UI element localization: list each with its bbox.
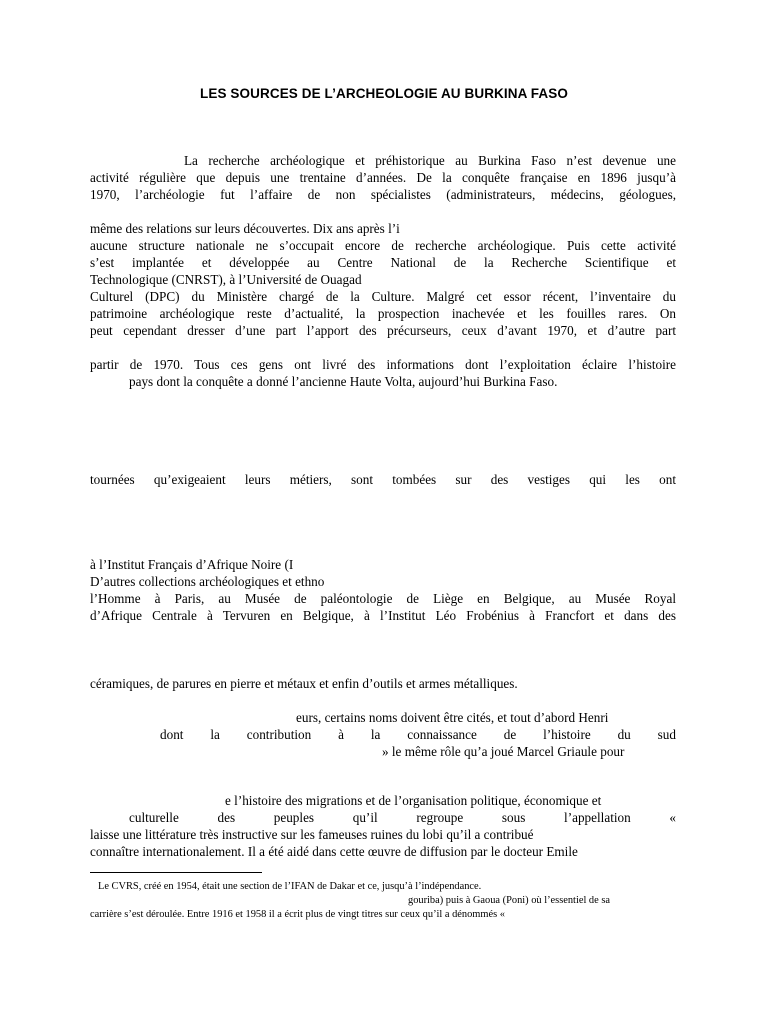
text-line: l’Homme à Paris, au Musée de paléontologie de Liège en Belgique, au Musée Royal [90,591,676,606]
text-line: patrimoine archéologique reste d’actualité, la prospection inachevée et les fouilles rares. On [90,306,676,321]
footnote: gouriba) puis à Gaoua (Poni) où l’essentiel de sa [408,895,610,906]
footnote: carrière s’est déroulée. Entre 1916 et 1958 il a écrit plus de vingt titres sur ceux qu’il a dénommés « [90,909,505,920]
text-line: eurs, certains noms doivent être cités, et tout d’abord Henri [296,710,609,725]
footnote: Le CVRS, créé en 1954, était une section de l’IFAN de Dakar et ce, jusqu’à l’indépendance. [98,881,482,892]
text-line: laisse une littérature très instructive sur les fameuses ruines du lobi qu’il a contribué [90,827,534,842]
text-line: s’est implantée et développée au Centre National de la Recherche Scientifique et [90,255,676,270]
text-line: Culturel (DPC) du Ministère chargé de la Culture. Malgré cet essor récent, l’inventaire du [90,289,676,304]
text-line: activité régulière que depuis une trentaine d’années. De la conquête française en 1896 jusqu’à [90,170,676,185]
text-line: » le même rôle qu’a joué Marcel Griaule pour [382,744,625,759]
text-line: connaître internationalement. Il a été aidé dans cette œuvre de diffusion par le docteur Emile [90,844,578,859]
text-line: d’Afrique Centrale à Tervuren en Belgique, à l’Institut Léo Frobénius à Francfort et dans des [90,608,676,623]
text-line: 1970, l’archéologie fut l’affaire de non spécialistes (administrateurs, médecins, géologues, [90,187,676,202]
text-line: dont la contribution à la connaissance de l’histoire du sud [160,727,676,742]
text-line: à l’Institut Français d’Afrique Noire (I [90,557,294,572]
text-line: peut cependant dresser d’une part l’apport des précurseurs, ceux d’avant 1970, et d’autre part [90,323,676,338]
text-line: aucune structure nationale ne s’occupait encore de recherche archéologique. Puis cette activité [90,238,676,253]
footnote-separator [90,872,262,873]
text-line: D’autres collections archéologiques et ethno [90,574,325,589]
text-line: Technologique (CNRST), à l’Université de Ouagad [90,272,362,287]
text-line: La recherche archéologique et préhistorique au Burkina Faso n’est devenue une [184,153,676,168]
text-line: culturelle des peuples qu’il regroupe sous l’appellation « [129,810,676,825]
text-line: e l’histoire des migrations et de l’organisation politique, économique et [225,793,602,808]
text-line: pays dont la conquête a donné l’ancienne Haute Volta, aujourd’hui Burkina Faso. [129,374,558,389]
text-line: céramiques, de parures en pierre et métaux et enfin d’outils et armes métalliques. [90,676,518,691]
text-line: partir de 1970. Tous ces gens ont livré des informations dont l’exploitation éclaire l’histoire [90,357,676,372]
page-title: LES SOURCES DE L’ARCHEOLOGIE AU BURKINA FASO [200,86,568,101]
text-line: tournées qu’exigeaient leurs métiers, sont tombées sur des vestiges qui les ont [90,472,676,487]
text-line: même des relations sur leurs découvertes. Dix ans après l’i [90,221,400,236]
